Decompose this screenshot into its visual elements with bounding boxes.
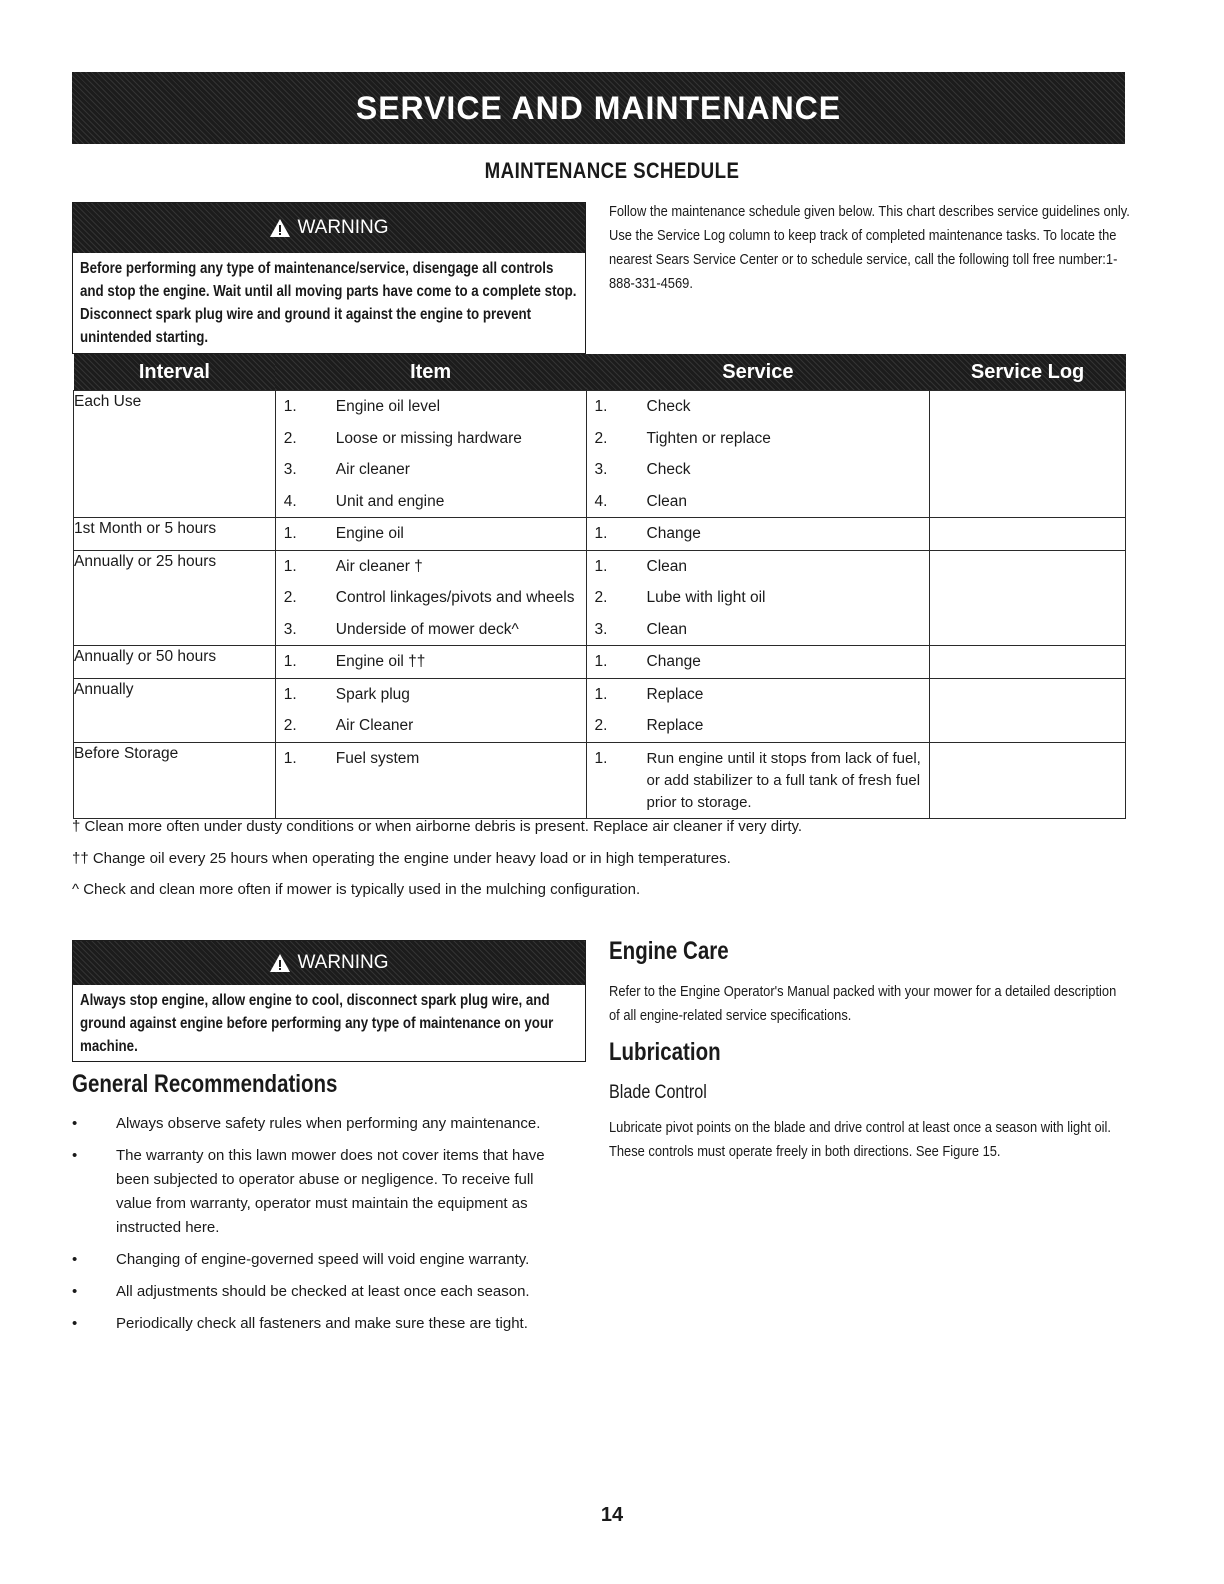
warning-text: Always stop engine, allow engine to cool, disconnect spark plug wire, and ground against engine before performing any type of maintenance on your machine. bbox=[80, 992, 554, 1055]
footnote-dagger: † Clean more often under dusty conditions or when airborne debris is present. Replace air cleaner if very dirty. bbox=[72, 818, 803, 835]
table-row bbox=[74, 391, 1126, 518]
warning-box-schedule bbox=[72, 202, 586, 354]
service-log-cell[interactable] bbox=[930, 678, 1126, 742]
banner-title: SERVICE AND MAINTENANCE bbox=[355, 89, 842, 126]
recommendation-text: The warranty on this lawn mower does not cover items that have been subjected to operator abuse or negligence. To receive full value from warranty, operator must maintain the equipment as instructed here. bbox=[116, 1147, 545, 1236]
item-number: 1. bbox=[283, 398, 297, 415]
warning-text: Before performing any type of maintenance/service, disengage all controls and stop the engine. Wait until all moving parts have come to a complete stop. Disconnect spark plug wire and ground it against the engine to prevent unintended starting. bbox=[80, 260, 577, 346]
interval-cell: 1st Month or 5 hours bbox=[74, 518, 276, 551]
footnote-caret: ^ Check and clean more often if mower is typically used in the mulching configuration. bbox=[72, 881, 641, 898]
recommendation-text: Changing of engine-governed speed will void engine warranty. bbox=[116, 1251, 530, 1268]
list-item: • Periodically check all fasteners and make sure these are tight. bbox=[72, 1315, 528, 1332]
service-text: Lube with light oil bbox=[646, 589, 766, 606]
item-number: 4. bbox=[283, 492, 297, 510]
recommendation-text: Periodically check all fasteners and make sure these are tight. bbox=[116, 1315, 528, 1332]
table-header-row bbox=[74, 354, 1126, 391]
interval-cell: Before Storage bbox=[74, 742, 276, 818]
warning-header bbox=[73, 941, 585, 985]
general-recommendations-list bbox=[72, 1112, 572, 1344]
service-text: Run engine until it stops from lack of fuel, or add stabilizer to a full tank of fresh fuel prior to storage. bbox=[646, 749, 921, 811]
schedule-intro bbox=[609, 200, 1130, 296]
item-number: 3. bbox=[283, 461, 297, 478]
item-number: 1. bbox=[283, 685, 297, 703]
header-interval: Interval bbox=[138, 360, 210, 383]
service-number: 3. bbox=[594, 461, 608, 478]
service-log-cell[interactable] bbox=[930, 391, 1126, 518]
maintenance-schedule-title: MAINTENANCE SCHEDULE bbox=[484, 158, 740, 183]
list-item: • All adjustments should be checked at least once each season. bbox=[72, 1283, 530, 1300]
service-number: 4. bbox=[594, 492, 608, 510]
table-row bbox=[74, 518, 1126, 551]
general-recommendations-heading: General Recommendations bbox=[72, 1070, 338, 1098]
item-text: Engine oil bbox=[335, 525, 404, 542]
item-text: Engine oil level bbox=[335, 398, 441, 415]
maintenance-schedule-table bbox=[73, 354, 1126, 819]
lubrication-paragraph: Lubricate pivot points on the blade and drive control at least once a season with light oil. These controls must operate freely in both directions. See Figure 15. bbox=[609, 1119, 1111, 1160]
service-text: Change bbox=[646, 525, 701, 542]
service-text: Change bbox=[646, 653, 701, 670]
item-text: Fuel system bbox=[335, 749, 420, 767]
service-text: Replace bbox=[646, 685, 704, 703]
service-log-cell[interactable] bbox=[930, 518, 1126, 551]
item-number: 1. bbox=[283, 653, 297, 670]
service-number: 1. bbox=[594, 398, 608, 415]
service-text: Clean bbox=[646, 557, 688, 575]
item-number: 1. bbox=[283, 749, 297, 767]
intro-text: Follow the maintenance schedule given below. This chart describes service guidelines only. Use the Service Log column to keep track of completed maintenance tasks. To locate the nearest Sears Service Center or to schedule service, call the following toll free number:1-888-331-4569. bbox=[609, 203, 1130, 292]
engine-care-heading: Engine Care bbox=[609, 937, 729, 965]
item-text: Spark plug bbox=[335, 685, 410, 703]
list-item: • The warranty on this lawn mower does not cover items that have been subjected to operator abuse or negligence. To receive full value from warranty, operator must maintain the equipment as instructed here. bbox=[72, 1147, 545, 1236]
item-number: 3. bbox=[283, 620, 297, 638]
header-item: Item bbox=[410, 360, 452, 383]
item-number: 2. bbox=[283, 429, 297, 447]
service-number: 2. bbox=[594, 717, 608, 734]
item-number: 2. bbox=[283, 717, 297, 734]
service-number: 1. bbox=[594, 525, 608, 542]
item-text: Air cleaner bbox=[335, 461, 410, 478]
interval-cell: Annually or 25 hours bbox=[74, 550, 276, 646]
page-banner bbox=[72, 72, 1125, 144]
list-item: • Always observe safety rules when performing any maintenance. bbox=[72, 1115, 541, 1132]
service-number: 1. bbox=[594, 749, 608, 767]
recommendation-text: Always observe safety rules when performing any maintenance. bbox=[116, 1115, 541, 1132]
service-text: Clean bbox=[646, 620, 688, 638]
service-number: 2. bbox=[594, 589, 608, 606]
service-number: 1. bbox=[594, 557, 608, 575]
blade-control-subheading: Blade Control bbox=[609, 1082, 707, 1103]
warning-label: WARNING bbox=[297, 217, 389, 238]
header-service-log: Service Log bbox=[970, 360, 1085, 383]
item-text: Underside of mower deck^ bbox=[335, 620, 519, 638]
item-text: Unit and engine bbox=[335, 492, 445, 510]
service-log-cell[interactable] bbox=[930, 550, 1126, 646]
header-service: Service bbox=[722, 360, 794, 383]
service-text: Tighten or replace bbox=[646, 429, 771, 447]
service-text: Check bbox=[646, 398, 691, 415]
item-number: 2. bbox=[283, 589, 297, 606]
warning-box-general bbox=[72, 940, 586, 1062]
table-row bbox=[74, 678, 1126, 742]
footnote-double-dagger: †† Change oil every 25 hours when operating the engine under heavy load or in high temperatures. bbox=[72, 850, 731, 867]
lubrication-text bbox=[609, 1116, 1124, 1164]
warning-triangle-icon bbox=[269, 953, 291, 973]
table-row bbox=[74, 742, 1126, 818]
table-row bbox=[74, 550, 1126, 646]
item-text: Loose or missing hardware bbox=[335, 429, 522, 447]
service-number: 3. bbox=[594, 620, 608, 638]
warning-label: WARNING bbox=[297, 952, 389, 973]
engine-care-paragraph: Refer to the Engine Operator's Manual packed with your mower for a detailed description of all engine-related service specifications. bbox=[609, 983, 1117, 1024]
interval-cell: Annually bbox=[74, 678, 276, 742]
item-number: 1. bbox=[283, 525, 297, 542]
item-text: Control linkages/pivots and wheels bbox=[335, 589, 575, 606]
service-number: 1. bbox=[594, 653, 608, 670]
list-item: • Changing of engine-governed speed will void engine warranty. bbox=[72, 1251, 530, 1268]
service-number: 2. bbox=[594, 429, 608, 447]
engine-care-text bbox=[609, 980, 1124, 1028]
service-log-cell[interactable] bbox=[930, 646, 1126, 679]
service-log-cell[interactable] bbox=[930, 742, 1126, 818]
item-text: Engine oil †† bbox=[335, 653, 426, 670]
item-text: Air Cleaner bbox=[335, 717, 414, 734]
service-text: Replace bbox=[646, 717, 704, 734]
interval-cell: Each Use bbox=[74, 391, 276, 518]
item-text: Air cleaner † bbox=[335, 557, 423, 575]
table-row bbox=[74, 646, 1126, 679]
recommendation-text: All adjustments should be checked at least once each season. bbox=[116, 1283, 530, 1300]
service-text: Clean bbox=[646, 492, 688, 510]
service-text: Check bbox=[646, 461, 691, 478]
service-number: 1. bbox=[594, 685, 608, 703]
warning-header bbox=[73, 203, 585, 253]
lubrication-heading: Lubrication bbox=[609, 1038, 721, 1066]
page-number: 14 bbox=[600, 1504, 624, 1526]
item-number: 1. bbox=[283, 557, 297, 575]
interval-cell: Annually or 50 hours bbox=[74, 646, 276, 679]
warning-triangle-icon bbox=[269, 218, 291, 238]
